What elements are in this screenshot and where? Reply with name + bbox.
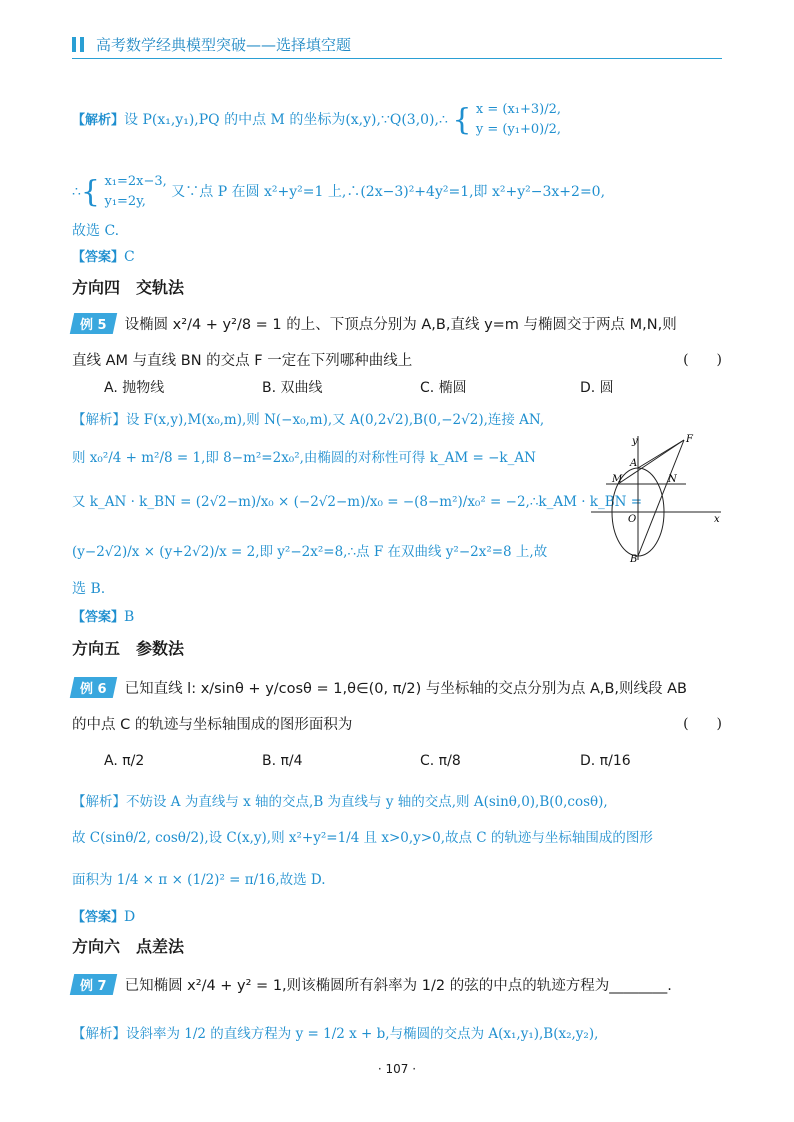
example-7-q1 bbox=[72, 974, 672, 995]
system-eq-c: x₁=2x−3, bbox=[104, 174, 167, 189]
label-a: A bbox=[630, 458, 638, 469]
example-6-badge: 例 6 bbox=[70, 677, 117, 698]
option-d: D. π/16 bbox=[580, 753, 631, 769]
section-heading-4: 方向四 交轨法 bbox=[72, 278, 185, 297]
label-o: O bbox=[628, 514, 637, 525]
option-a: A. π/2 bbox=[104, 753, 145, 769]
example-5-badge: 例 5 bbox=[70, 313, 117, 334]
example-5-text1: 设椭圆 x²/4 + y²/8 = 1 的上、下顶点分别为 A,B,直线 y=m 与椭圆交于两点 M,N,则 bbox=[124, 317, 677, 333]
example-5-s3: 又 k_AN · k_BN = (2√2−m)/x₀ × (−2√2−m)/x₀ = −(8−m²)/x₀² = −2,∴k_AM · k_BN = bbox=[72, 494, 643, 510]
page-header bbox=[72, 30, 722, 60]
answer-tag: 【答案】 bbox=[72, 250, 125, 265]
answer-value: C bbox=[124, 249, 135, 265]
example-6-text1: 已知直线 l: x/sinθ + y/cosθ = 1,θ∈(0, π/2) 与坐标轴的交点分别为点 A,B,则线段 AB bbox=[124, 681, 688, 697]
answer-value: D bbox=[124, 909, 136, 925]
system-1 bbox=[476, 100, 561, 140]
answer-tag: 【答案】 bbox=[72, 910, 125, 925]
block1-line2: ∴{ x₁=2x−3, y₁=2y, 又∵点 P 在圆 x²+y²=1 上,∴(2x−3)²+4y²=1,即 x²+y²−3x+2=0, bbox=[72, 172, 605, 212]
header-bars-icon bbox=[72, 37, 88, 56]
answer-blank-paren: ( ) bbox=[683, 716, 722, 732]
block1-line3: 故选 C. bbox=[72, 223, 120, 239]
label-f: F bbox=[686, 434, 693, 445]
brace-icon: { bbox=[80, 174, 101, 210]
header-title: 高考数学经典模型突破——选择填空题 bbox=[96, 36, 352, 54]
example-6-q2: 的中点 C 的轨迹与坐标轴围成的图形面积为 bbox=[72, 717, 353, 733]
label-n: N bbox=[668, 474, 677, 485]
example-5-q1 bbox=[72, 313, 677, 334]
answer-5 bbox=[72, 606, 134, 625]
option-d: D. 圆 bbox=[580, 380, 614, 396]
header-rule bbox=[72, 58, 722, 59]
line-bn bbox=[638, 440, 684, 556]
label-x: x bbox=[714, 514, 720, 525]
label-m: M bbox=[612, 474, 623, 485]
example-5-s2: 则 x₀²/4 + m²/8 = 1,即 8−m²=2x₀²,由椭圆的对称性可得 k_AM = −k_AN bbox=[72, 450, 536, 466]
system-eq-b: y = (y₁+0)/2, bbox=[475, 122, 562, 137]
option-b: B. 双曲线 bbox=[262, 380, 323, 396]
example-7-badge: 例 7 bbox=[70, 974, 117, 995]
block1-text2: 又∵点 P 在圆 x²+y²=1 上,∴(2x−3)²+4y²=1,即 x²+y²−3x+2=0, bbox=[171, 184, 606, 200]
example-5-s1: 【解析】设 F(x,y),M(x₀,m),则 N(−x₀,m),又 A(0,2√2),B(0,−2√2),连接 AN, bbox=[72, 412, 545, 428]
section-heading-5: 方向五 参数法 bbox=[72, 639, 185, 658]
analysis-tag: 【解析】 bbox=[72, 113, 125, 128]
answer-value: B bbox=[124, 609, 135, 625]
system-eq-d: y₁=2y, bbox=[104, 194, 146, 209]
ellipse-figure bbox=[586, 432, 726, 562]
example-7-s1: 【解析】设斜率为 1/2 的直线方程为 y = 1/2 x + b,与椭圆的交点为 A(x₁,y₁),B(x₂,y₂), bbox=[72, 1026, 599, 1042]
answer-blank-paren: ( ) bbox=[683, 352, 722, 368]
option-b: B. π/4 bbox=[262, 753, 303, 769]
block1-line1 bbox=[72, 100, 561, 140]
example-5-s4: (y−2√2)/x × (y+2√2)/x = 2,即 y²−2x²=8,∴点 F 在双曲线 y²−2x²=8 上,故 bbox=[72, 544, 548, 560]
example-6-s3: 面积为 1/4 × π × (1/2)² = π/16,故选 D. bbox=[72, 872, 326, 888]
option-c: C. π/8 bbox=[420, 753, 461, 769]
example-7-text1: 已知椭圆 x²/4 + y² = 1,则该椭圆所有斜率为 1/2 的弦的中点的轨迹方程为________. bbox=[124, 978, 672, 994]
block1-text1: 设 P(x₁,y₁),PQ 的中点 M 的坐标为(x,y),∵Q(3,0),∴ bbox=[124, 112, 448, 128]
brace-icon: { bbox=[452, 102, 472, 138]
system-2 bbox=[104, 172, 166, 212]
label-y: y bbox=[632, 436, 638, 447]
section-heading-6: 方向六 点差法 bbox=[72, 937, 185, 956]
option-a: A. 抛物线 bbox=[104, 380, 165, 396]
example-5-q2: 直线 AM 与直线 BN 的交点 F 一定在下列哪种曲线上 bbox=[72, 353, 413, 369]
answer-tag: 【答案】 bbox=[72, 610, 125, 625]
example-6-q1 bbox=[72, 677, 687, 698]
system-eq-a: x = (x₁+3)/2, bbox=[475, 102, 562, 117]
answer-6 bbox=[72, 906, 135, 925]
page-number: · 107 · bbox=[377, 1062, 417, 1076]
answer-1 bbox=[72, 246, 135, 265]
example-6-s1: 【解析】不妨设 A 为直线与 x 轴的交点,B 为直线与 y 轴的交点,则 A(sinθ,0),B(0,cosθ), bbox=[72, 794, 608, 810]
example-5-s5: 选 B. bbox=[72, 581, 106, 597]
example-6-s2: 故 C(sinθ/2, cosθ/2),设 C(x,y),则 x²+y²=1/4 且 x>0,y>0,故点 C 的轨迹与坐标轴围成的图形 bbox=[72, 830, 653, 846]
label-b: B bbox=[630, 554, 638, 562]
option-c: C. 椭圆 bbox=[420, 380, 467, 396]
